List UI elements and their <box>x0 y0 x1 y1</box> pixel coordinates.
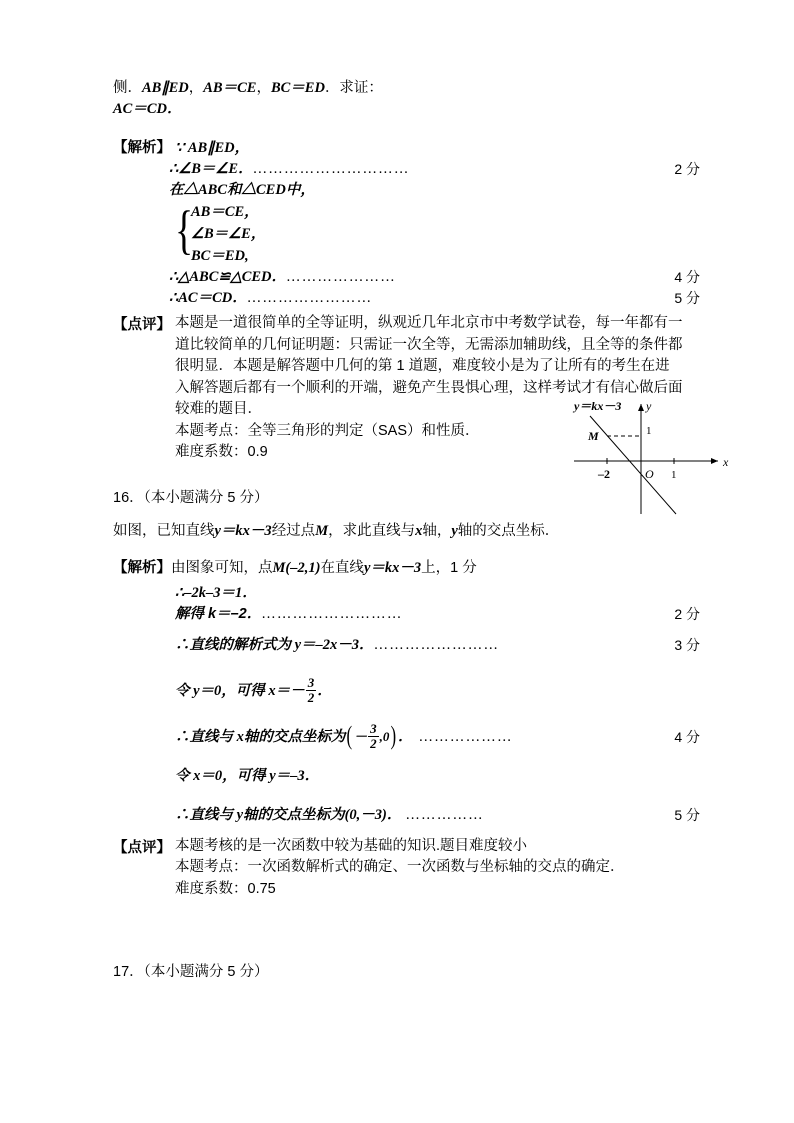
sol-line1-tail: 上，1 分 <box>421 559 477 576</box>
solution-set-x-zero: 令 x＝0，可得 y＝–3． <box>175 767 320 784</box>
expr-x: x <box>415 522 423 539</box>
problem16-solution-line7 <box>113 766 683 787</box>
dot-leader: ……………………… <box>261 605 403 622</box>
solution-line-3: 在△ABC和△CED中， <box>169 182 315 198</box>
stem-mid3: 轴， <box>422 522 452 539</box>
expr-bc-eq-ed: BC＝ED <box>270 80 325 96</box>
expr-y: y <box>451 522 458 539</box>
problem-number-16: 16．（本小题满分 5 分） <box>113 489 269 506</box>
coord-y-zero: 0 <box>382 728 390 744</box>
problem15-solution-line3 <box>113 180 683 201</box>
solution-k-value: 解得 k＝–2． <box>175 605 262 622</box>
document-content <box>113 78 700 983</box>
sep2: ， <box>256 80 271 96</box>
comment-tag: 【点评】 <box>113 317 171 333</box>
solution-x-intercept-label: ∴直线与 x轴的交点坐标为 <box>175 728 346 745</box>
problem16-solution-line8 <box>113 805 700 826</box>
label-neg-two: –2 <box>598 467 610 481</box>
label-point-m: M <box>588 429 599 443</box>
stem-prefix: 侧． <box>113 80 142 96</box>
fraction-numerator: 3 <box>370 721 377 737</box>
dot-leader: …………… <box>405 806 484 823</box>
comment-tag: 【点评】 <box>113 839 171 856</box>
system-eq-1: AB＝CE， <box>191 204 259 220</box>
problem15-solution-head <box>113 138 683 159</box>
problem16-solution-line2 <box>113 583 683 604</box>
label-origin: O <box>645 467 654 481</box>
dot-leader: ………………… <box>286 269 396 285</box>
stem-mid: 经过点 <box>271 522 316 539</box>
problem16-solution-line5 <box>113 674 683 708</box>
solution-line-5: ∴AC＝CD． <box>169 290 247 306</box>
analysis-tag: 【解析】 <box>113 140 171 156</box>
coord-y-intercept: (0,－3) <box>344 806 387 823</box>
problem17-number <box>113 962 683 983</box>
expr-line-equation: y＝kx－3 <box>363 559 422 576</box>
period: ． <box>397 728 413 745</box>
problem15-solution-line4 <box>113 267 700 288</box>
label-line-equation: y＝kx－3 <box>574 399 622 413</box>
expr-point-m-coords: M(–2,1) <box>272 559 321 576</box>
problem16-solution-line4 <box>113 635 700 656</box>
problem16-stem <box>113 521 683 542</box>
expr-ab-parallel-ed: AB∥ED <box>142 80 189 96</box>
problem15-solution-line2 <box>113 159 700 180</box>
problem15-stem-line2 <box>113 99 683 120</box>
dot-leader: ………………………… <box>252 161 410 177</box>
equation-system <box>113 201 683 267</box>
solution-line-2: ∴∠B＝∠E． <box>169 161 253 177</box>
dot-leader: ……………… <box>418 728 513 745</box>
label-x-axis: x <box>723 455 729 469</box>
problem16-solution-line3 <box>113 604 700 625</box>
system-eq-2: ∠B＝∠E， <box>191 226 266 242</box>
equation-system-lines <box>191 201 265 267</box>
solve-k-label <box>175 606 261 622</box>
dot-leader: …………………… <box>246 290 373 306</box>
fraction-denominator: 2 <box>307 689 315 705</box>
expr-point-m: M <box>315 522 329 539</box>
problem15-stem-line1 <box>113 78 683 99</box>
fraction-three-halves-2 <box>368 722 379 750</box>
x-axis-arrow <box>711 458 718 464</box>
expr-ab-eq-ce: AB＝CE <box>203 80 257 96</box>
period: ． <box>386 806 402 823</box>
sep1: ， <box>188 80 204 96</box>
system-eq-3: BC＝ED, <box>191 248 249 264</box>
coordinate-graph-figure <box>566 396 746 521</box>
comment-body: 本题考核的是一次函数中较为基础的知识.题目难度较小 <box>175 837 528 854</box>
solution-line-1: ∵ AB∥ED， <box>175 140 250 156</box>
comment-point: 本题考点：全等三角形的判定（SAS）和性质． <box>175 422 480 439</box>
expr-ac-eq-cd: AC＝CD． <box>113 101 182 117</box>
score-2fen: 2 分 <box>674 161 700 177</box>
comment-body: 本题是一道很简单的全等证明，纵观近几年北京市中考数学试卷，每一年都有一道比较简单的几何证明题：只需证一次全等，无需添加辅助线，且全等的条件都很明显．本题是解答题中几何的第 1 道题，难度较小是为了让所有的考生在进入解答题后都有一个顺利的开端，避免产生畏惧心理，这样考试才有信心做后面较难的题目． <box>175 315 683 417</box>
label-one-x: 1 <box>671 469 677 481</box>
expr-line-equation: y＝kx－3 <box>214 522 272 539</box>
stem-tail: 轴的交点坐标． <box>457 522 560 539</box>
label-one-y: 1 <box>646 425 652 437</box>
stem-mid2: ，求此直线与 <box>328 522 416 539</box>
problem15-solution-line5 <box>113 288 700 309</box>
analysis-tag: 【解析】 <box>113 559 171 576</box>
comment-point: 本题考点：一次函数解析式的确定、一次函数与坐标轴的交点的确定． <box>175 859 625 875</box>
solution-y-intercept-label: ∴直线与 y轴的交点坐标为 <box>175 806 345 823</box>
score-5fen: 5 分 <box>674 806 700 823</box>
label-y-axis: y <box>646 399 652 413</box>
brace-icon: { <box>175 200 194 260</box>
solution-eq-substitute: ∴–2k–3＝1． <box>175 584 257 601</box>
problem16-solution-line6: ∴直线与 x轴的交点坐标为( － $\frac{3}{2}$ ,0) ． ……………… 4 分 <box>113 720 683 754</box>
sol-line1-mid: 在直线 <box>320 559 364 576</box>
stem-tail: ．求证： <box>324 80 383 96</box>
graph-svg <box>566 396 746 521</box>
y-axis-arrow <box>638 404 644 411</box>
score-4fen: 4 分 <box>674 728 700 745</box>
dot-leader: …………………… <box>373 636 500 653</box>
fraction-three-halves <box>306 676 317 704</box>
sol-line1-pre: 由图象可知，点 <box>171 559 273 576</box>
comment-difficulty: 难度系数：0.9 <box>175 444 268 460</box>
paren-close: ) <box>390 721 397 751</box>
fraction-denominator: 2 <box>370 735 377 751</box>
problem-number-17: 17．（本小题满分 5 分） <box>113 964 269 980</box>
solution-line-equation: ∴直线的解析式为 y＝–2x－3． <box>175 636 374 653</box>
solution-set-y-zero: 令 y＝0，可得 x＝－ <box>175 682 305 699</box>
solution-line-4: ∴△ABC≌△CED． <box>169 269 287 285</box>
period: ． <box>317 682 332 699</box>
problem16-solution-head <box>113 558 683 579</box>
problem16-comment <box>113 836 683 901</box>
stem-prefix: 如图，已知直线 <box>113 522 215 539</box>
fraction-numerator: 3 <box>307 675 315 691</box>
score-5fen: 5 分 <box>674 290 700 306</box>
score-3fen: 3 分 <box>674 636 700 653</box>
score-2fen: 2 分 <box>674 605 700 622</box>
score-4fen: 4 分 <box>674 269 700 285</box>
function-line <box>590 416 676 514</box>
comment-difficulty: 难度系数：0.75 <box>175 880 276 897</box>
paren-open: ( <box>346 721 353 751</box>
